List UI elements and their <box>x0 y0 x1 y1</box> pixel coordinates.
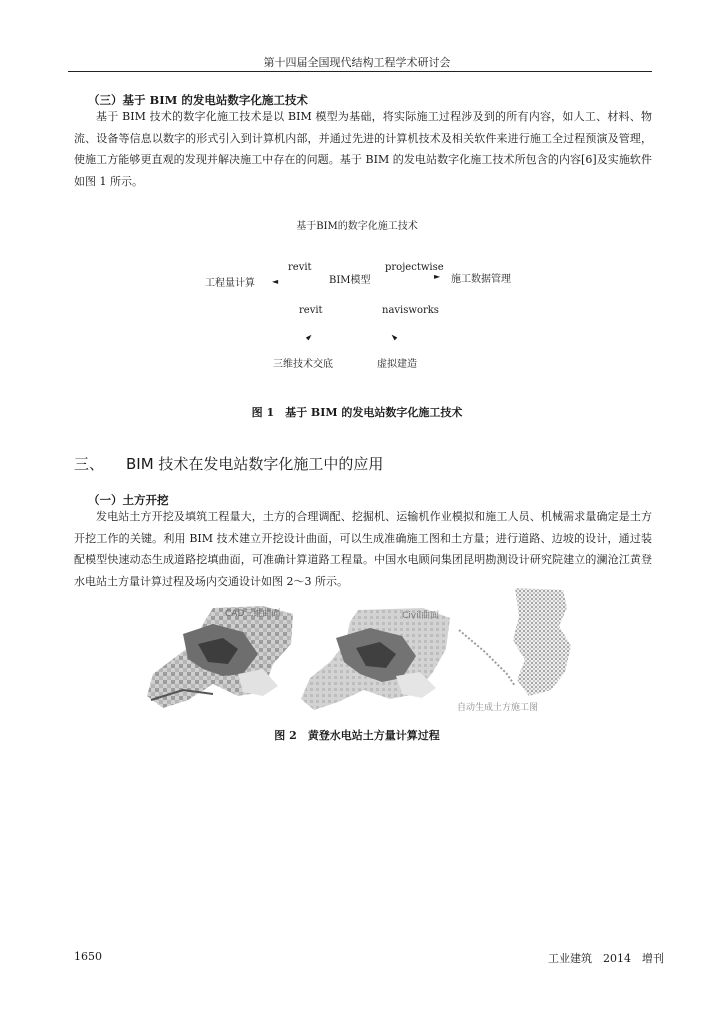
paragraph-text: 基于 BIM 技术的数字化施工技术是以 BIM 模型为基础，将实际施工过程涉及到的所有内容，如人工、材料、物流、设备等信息以数字的形式引入到计算机内部，并通过先进的计算机技术及相关软件来进行施工全过程预演及管理，使施工方能够更直观的发现并解决施工中存在的问题。基于 BIM 的发电站数字化施工技术所包含的内容[6]及实施软件如图 1 所示。 <box>74 110 652 188</box>
paragraph-text: 发电站土方开挖及填筑工程量大，土方的合理调配、挖掘机、运输机作业模拟和施工人员、机械需求量确定是土方开挖工作的关键。利用 BIM 技术建立开挖设计曲面，可以生成准确施工图和土方量；进行道路、边坡的设计，通过装配模型快速动态生成道路挖填曲面，可准确计算道路工程量。中国水电顾问集团昆明勘测设计研究院建立的澜沧江黄登水电站土方量计算过程及场内交通设计如图 2～3 所示。 <box>74 510 652 588</box>
panel3-label: 自动生成土方施工图 <box>457 703 539 713</box>
chapter-heading <box>74 453 383 474</box>
journal-info: 工业建筑 2014 增刊 <box>548 952 664 965</box>
edge-label-revit-bottom: revit <box>299 305 323 316</box>
node-data-management: 施工数据管理 <box>451 274 511 285</box>
cad-surface-image <box>143 604 295 716</box>
subsection-heading: （一）土方开挖 <box>88 493 169 507</box>
section-paragraph <box>74 106 652 192</box>
figure2-panel-civil <box>298 604 453 716</box>
edge-label-revit-top: revit <box>288 262 312 273</box>
arrow-right-icon: ► <box>434 272 441 281</box>
section-heading: （三）基于 BIM 的发电站数字化施工技术 <box>88 93 308 107</box>
node-virtual-construction: 虚拟建造 <box>377 359 417 370</box>
figure2-panel-auto <box>455 586 575 714</box>
figure1-caption: 图 1 基于 BIM 的发电站数字化施工技术 <box>251 406 463 419</box>
chapter-title: BIM 技术在发电站数字化施工中的应用 <box>126 455 384 473</box>
chapter-number: 三、 <box>74 455 105 473</box>
earthwork-drawing-image <box>455 586 575 714</box>
running-header: 第十四届全国现代结构工程学术研讨会 <box>263 56 451 69</box>
panel2-label: Civil曲面 <box>402 611 440 621</box>
arrow-down-left-icon: ◄ <box>388 331 400 342</box>
page-number: 1650 <box>74 950 102 963</box>
diagram-title: 基于BIM的数字化施工技术 <box>296 221 418 232</box>
header-rule <box>68 71 652 72</box>
figure2-caption: 图 2 黄登水电站土方量计算过程 <box>274 729 440 742</box>
figure2-panel-cad <box>143 604 295 716</box>
arrow-left-icon: ◄ <box>272 277 279 286</box>
node-bim-model: BIM模型 <box>329 275 371 286</box>
edge-label-navisworks: navisworks <box>382 305 439 316</box>
arrow-down-right-icon: ► <box>303 331 315 342</box>
panel1-label: CAD三维曲面 <box>225 609 281 619</box>
subsection-paragraph <box>74 506 652 592</box>
edge-label-projectwise: projectwise <box>385 262 444 273</box>
node-3d-briefing: 三维技术交底 <box>273 359 333 370</box>
node-quantity-calc: 工程量计算 <box>205 278 255 289</box>
